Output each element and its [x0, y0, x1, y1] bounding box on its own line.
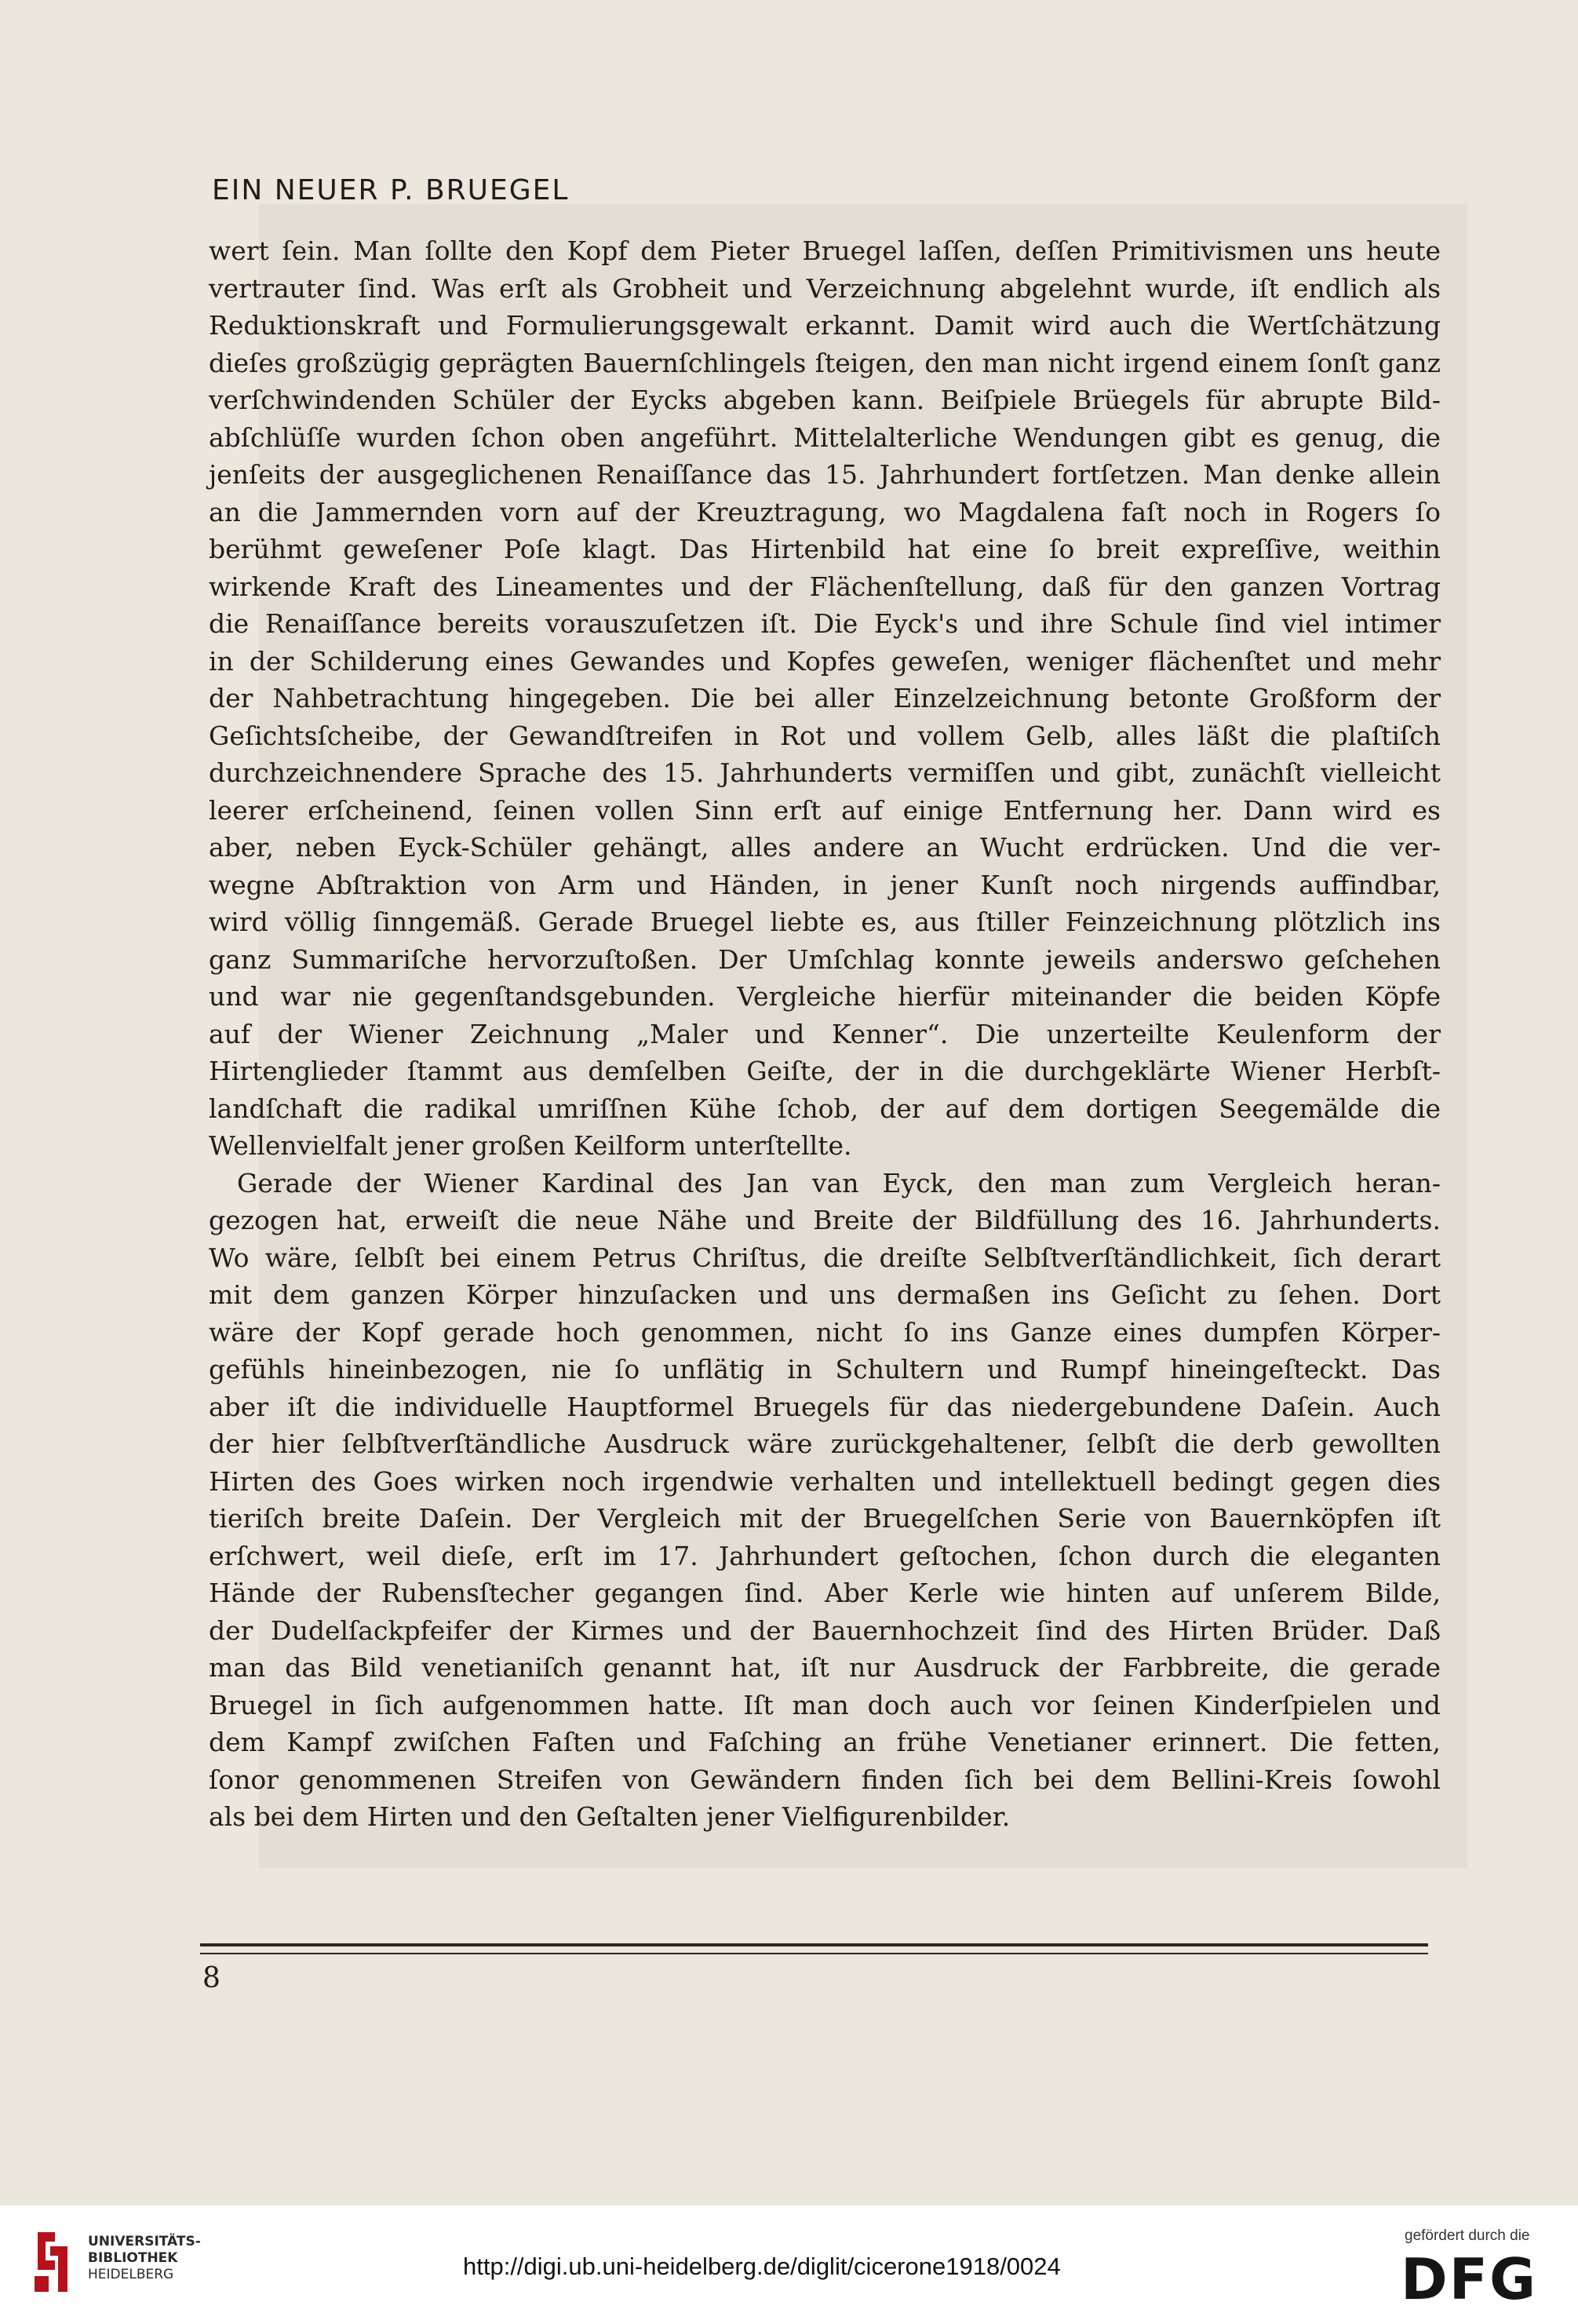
text-line: Geſichtsſcheibe, der Gewandſtreifen in Rot und vollem Gelb, alles läßt die plaſtiſch: [209, 720, 1441, 751]
body-text: [209, 232, 1441, 1836]
library-name-line1: UNIVERSITÄTS-: [88, 2234, 201, 2249]
footer-rule-thin: [200, 1953, 1428, 1954]
text-line: Reduktionskraft und Formulierungsgewalt erkannt. Damit wird auch die Wertſchätzung: [209, 310, 1441, 341]
text-line: der Dudelſackpfeifer der Kirmes und der Bauernhochzeit ſind des Hirten Brüder. Daß: [209, 1614, 1441, 1646]
text-line: aber, neben Eyck-Schüler gehängt, alles andere an Wucht erdrücken. Und die ver-: [209, 832, 1441, 863]
text-line: dieſes großzügig geprägten Bauernſchlingels ſteigen, den man nicht irgend einem ſonſt ganz: [209, 347, 1441, 378]
text-line: und war nie gegenſtandsgebunden. Vergleiche hierfür miteinander die beiden Köpfe: [209, 981, 1441, 1012]
text-line: mit dem ganzen Körper hinzuſacken und uns dermaßen ins Geſicht zu ſehen. Dort: [209, 1279, 1441, 1310]
text-line: gefühls hineinbezogen, nie ſo unflätig in Schultern und Rumpf hineingeſteckt. Das: [209, 1354, 1441, 1385]
text-line: berühmt geweſener Poſe klagt. Das Hirtenbild hat eine ſo breit expreſſive, weithin: [209, 534, 1441, 564]
text-line: dem Kampf zwiſchen Faſten und Faſching an frühe Venetianer erinnert. Die fetten,: [209, 1727, 1441, 1757]
permalink-url[interactable]: http://digi.ub.uni-heidelberg.de/diglit/cicerone1918/0024: [463, 2253, 1061, 2280]
dfg-logo: DFG: [1401, 2246, 1538, 2312]
text-line: Gerade der Wiener Kardinal des Jan van Eyck, den man zum Vergleich heran-: [237, 1167, 1441, 1198]
text-line: vertrauter ſind. Was erſt als Grobheit und Verzeichnung abgelehnt wurde, iſt endlich als: [209, 272, 1441, 304]
text-line: Hirtenglieder ſtammt aus demſelben Geiſte, der in die durchgeklärte Wiener Herbſt-: [209, 1056, 1441, 1086]
library-name-line2: BIBLIOTHEK: [88, 2250, 178, 2266]
text-line: Bruegel in ſich aufgenommen hatte. Iſt man doch auch vor ſeinen Kinderſpielen und: [209, 1689, 1441, 1720]
text-line: als bei dem Hirten und den Geſtalten jener Vielfigurenbilder.: [209, 1801, 1011, 1832]
text-line: die Renaiſſance bereits vorauszuſetzen iſt. Die Eyck's und ihre Schule ſind viel intimer: [209, 608, 1441, 639]
university-library-logo-icon: [31, 2229, 75, 2296]
text-line: wert ſein. Man ſollte den Kopf dem Pieter Bruegel laſſen, deſſen Primitivismen uns heute: [209, 235, 1441, 266]
text-line: wäre der Kopf gerade hoch genommen, nicht ſo ins Ganze eines dumpfen Körper-: [209, 1316, 1441, 1348]
text-line: in der Schilderung eines Gewandes und Kopfes geweſen, weniger flächenſtet und mehr: [209, 645, 1441, 677]
footer-rule-thick: [200, 1943, 1428, 1946]
library-name-line3: HEIDELBERG: [88, 2267, 174, 2282]
text-line: wird völlig ſinngemäß. Gerade Bruegel liebte es, aus ſtiller Feinzeichnung plötzlich ins: [209, 907, 1441, 937]
text-line: Hirten des Goes wirken noch irgendwie verhalten und intellektuell bedingt gegen dies: [209, 1465, 1441, 1497]
text-line: gezogen hat, erweiſt die neue Nähe und Breite der Bildfüllung des 16. Jahrhunderts.: [209, 1205, 1441, 1235]
digitization-footer: [0, 2205, 1578, 2324]
text-line: durchzeichnendere Sprache des 15. Jahrhunderts vermiſſen und gibt, zunächſt vielleicht: [209, 757, 1441, 788]
funding-caption: gefördert durch die: [1405, 2227, 1530, 2244]
text-line: ſonor genommenen Streifen von Gewändern finden ſich bei dem Bellini-Kreis ſowohl: [209, 1764, 1441, 1795]
text-line: man das Bild venetianiſch genannt hat, iſt nur Ausdruck der Farbbreite, die gerade: [209, 1652, 1441, 1683]
text-line: ganz Summariſche hervorzuſtoßen. Der Umſchlag konnte jeweils anderswo geſchehen: [209, 943, 1441, 975]
text-line: der Nahbetrachtung hingegeben. Die bei aller Einzelzeichnung betonte Großform der: [209, 683, 1441, 713]
page-number: 8: [202, 1962, 220, 1994]
text-line: leerer erſcheinend, ſeinen vollen Sinn erſt auf einige Entfernung her. Dann wird es: [209, 794, 1441, 826]
text-line: Hände der Rubensſtecher gegangen ſind. Aber Kerle wie hinten auf unſerem Bilde,: [209, 1578, 1441, 1608]
running-head: EIN NEUER P. BRUEGEL: [212, 174, 570, 206]
text-line: abſchlüſſe wurden ſchon oben angeführt. Mittelalterliche Wendungen gibt es genug, die: [209, 421, 1441, 453]
text-line: an die Jammernden vorn auf der Kreuztragung, wo Magdalena faſt noch in Rogers ſo: [209, 496, 1441, 527]
text-line: auf der Wiener Zeichnung „Maler und Kenner“. Die unzerteilte Keulenform der: [209, 1018, 1441, 1049]
text-line: Wo wäre, ſelbſt bei einem Petrus Chriſtus, die dreiſte Selbſtverſtändlichkeit, ſich derart: [209, 1242, 1441, 1273]
university-library-name: [88, 2234, 201, 2283]
text-line: jenſeits der ausgeglichenen Renaiſſance das 15. Jahrhundert fortſetzen. Man denke allein: [209, 459, 1441, 490]
text-line: landſchaft die radikal umriſſnen Kühe ſchob, der auf dem dortigen Seegemälde die: [209, 1093, 1441, 1124]
text-line: der hier ſelbſtverſtändliche Ausdruck wäre zurückgehaltener, ſelbſt die derb gewollten: [209, 1428, 1441, 1459]
text-line: erſchwert, weil dieſe, erſt im 17. Jahrhundert geſtochen, ſchon durch die eleganten: [209, 1540, 1441, 1571]
text-line: verſchwindenden Schüler der Eycks abgeben kann. Beiſpiele Brüegels für abrupte Bild-: [209, 385, 1441, 415]
text-line: tieriſch breite Daſein. Der Vergleich mit der Bruegelſchen Serie von Bauernköpfen iſt: [209, 1503, 1441, 1534]
text-line: aber iſt die individuelle Hauptformel Bruegels für das niedergebundene Daſein. Auch: [209, 1391, 1441, 1422]
text-line: wegne Abſtraktion von Arm und Händen, in jener Kunſt noch nirgends auffindbar,: [209, 869, 1441, 900]
text-line: Wellenvielfalt jener großen Keilform unterſtellte.: [209, 1130, 852, 1161]
text-line: wirkende Kraft des Lineamentes und der Flächenſtellung, daß für den ganzen Vortrag: [209, 571, 1441, 602]
